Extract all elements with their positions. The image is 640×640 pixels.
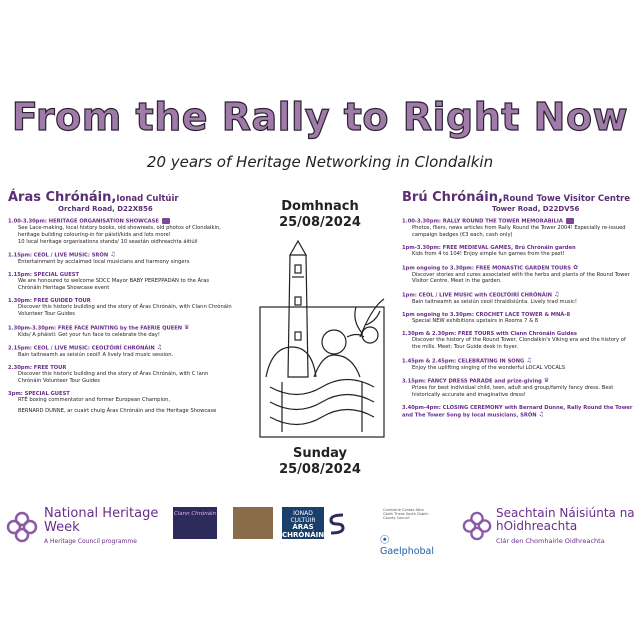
clann-chronain-logo: Clann Chrónáin xyxy=(173,507,217,539)
event-description: We are honoured to welcome SDCC Mayor BABY PEREPPADAN to the Áras Chrónáin Heritage Showcase event xyxy=(18,278,210,291)
left-event xyxy=(8,251,233,266)
event-description: Entertainment by acclaimed local musicians and harmony singers xyxy=(18,259,190,265)
event-description: Discover this historic building and the story of Áras Chrónáin, with C lann Chrónáin Volunteer Tour Guides xyxy=(18,371,209,384)
gaelphobal-logo xyxy=(380,532,440,557)
event-heading: 1.30pm: FREE GUIDED TOUR xyxy=(8,297,91,304)
stall-icon xyxy=(162,218,170,224)
event-description: See Lace-making, local history books, old showreels, old photos of Clondalkin, heritage building colouring-in for páistí/kids and lots more! xyxy=(18,225,221,238)
right-event xyxy=(402,245,634,258)
event-heading: 1.00-3.30pm: RALLY ROUND THE TOWER MEMORABILIA xyxy=(402,218,634,225)
right-venue-name: Brú Chrónáin, xyxy=(402,190,503,205)
left-venue-address: Orchard Road, D22X856 xyxy=(58,205,153,213)
page-title: From the Rally to Right Now xyxy=(11,95,629,139)
sna-name: Seachtain Náisiúnta na hOidhreachta xyxy=(496,506,635,534)
event-heading: 1.30pm & 2.30pm: FREE TOURS with Clann Chrónáin Guides xyxy=(402,330,577,337)
event-heading: 3.15pm: FANCY DRESS PARADE and prize-giving ♛ xyxy=(402,377,550,385)
event-heading: 1pm-3.30pm: FREE MEDIEVAL GAMES, Brú Chrónáin garden xyxy=(402,244,576,251)
event-heading: 2.15pm: CEOL / LIVE MUSIC: CEOLTÓIRÍ CHRÓNÁIN ♫ xyxy=(8,344,163,352)
event-heading: 1pm ongoing to 3.30pm: CROCHET LACE TOWER & MNÁ-8 xyxy=(402,311,571,318)
seachtain-naisiunta-logo xyxy=(462,507,637,552)
event-heading: 1.15pm: SPECIAL GUEST xyxy=(8,271,80,278)
event-heading: 1pm ongoing to 3.30pm: FREE MONASTIC GARDEN TOURS ✿ xyxy=(402,263,579,271)
right-event xyxy=(402,291,634,306)
right-event xyxy=(402,218,634,239)
event-description: RTÉ boxing commentator and former European Champion, xyxy=(18,397,171,404)
music-note-icon: ♫ xyxy=(553,291,560,298)
south-dublin-council-logo: Comhairle Contae Átha Cliath Theas South Dublin County Council xyxy=(383,508,429,521)
event-description: Discover the history of the Round Tower, Clondalkin's Viking era and the history of the mills. Meet: Tour Guide desk in foyer. xyxy=(412,337,626,350)
nhw-name: National Heritage Week xyxy=(44,506,159,536)
right-event xyxy=(402,264,634,285)
nhw-tagline: A Heritage Council programme xyxy=(44,538,137,545)
right-event xyxy=(402,312,634,325)
bottom-day: Sunday xyxy=(292,446,348,461)
event-description: Discover stories and cures associated with the herbs and plants of the Round Tower Visitor Centre. Meet in the garden. xyxy=(412,271,630,285)
heritage-flower-icon xyxy=(462,511,492,541)
right-event xyxy=(402,405,634,419)
event-description: Bain taitneamh as seisiún ceoil thraidisiúnta. Lively trad music! xyxy=(412,298,577,305)
heritage-photo-logo xyxy=(233,507,273,539)
event-description: Kids from 4 to 104! Enjoy simple fun games from the past! xyxy=(412,251,565,257)
music-note-icon: ♫ xyxy=(538,411,545,418)
left-venue-name: Áras Chrónáin, xyxy=(8,190,117,205)
top-day: Domhnach xyxy=(281,199,359,214)
bottom-date: 25/08/2024 xyxy=(279,462,361,478)
event-heading: 3pm: SPECIAL GUEST xyxy=(8,390,70,397)
left-venue-title xyxy=(8,190,233,205)
left-event xyxy=(8,324,233,339)
right-venue-subtitle: Round Towe Visitor Centre xyxy=(502,194,630,204)
event-heading: 1.45pm & 2.45pm: CELEBRATING IN SONG ♫ xyxy=(402,356,532,364)
right-venue-address: Tower Road, D22DV56 xyxy=(492,205,580,213)
round-tower-illustration xyxy=(252,237,392,442)
event-heading: 1.30pm-3.30pm: FREE FACE PAINTING by the FAERIE QUEEN ♛ xyxy=(8,323,190,331)
top-date: 25/08/2024 xyxy=(279,215,361,231)
stall-icon xyxy=(566,218,574,224)
s-shape-logo xyxy=(329,512,345,536)
event-description: Bain taitneamh as seisiún ceoil! A lively trad music session. xyxy=(18,352,174,358)
location-pin-icon: ⦿ xyxy=(380,535,390,546)
right-event xyxy=(402,377,634,398)
right-venue-column xyxy=(402,190,634,425)
top-date-block xyxy=(245,199,395,232)
music-note-icon: ♫ xyxy=(156,344,163,352)
right-venue-title xyxy=(402,190,634,205)
event-heading: 1.15pm: CEOL / LIVE MUSIC: SRÓN ♫ xyxy=(8,251,116,259)
left-event xyxy=(8,298,233,318)
event-description: 10 local heritage organisations stands/ 10 seastán oidhreachta áitiúil xyxy=(18,238,198,245)
sna-tagline: Clár den Chomhairle Oidhreachta xyxy=(496,537,605,545)
event-heading: 1pm: CEOL / LIVE MUSIC with CEOLTÓIRÍ CHRÓNÁIN ♫ xyxy=(402,291,560,299)
page-subtitle: 20 years of Heritage Networking in Clondalkin xyxy=(146,153,494,171)
heritage-flower-icon xyxy=(6,511,38,543)
aras-chronain-logo xyxy=(282,507,324,539)
music-note-icon: ♫ xyxy=(526,356,532,364)
left-event xyxy=(8,218,233,245)
right-event xyxy=(402,357,634,372)
event-heading: 2.30pm: FREE TOUR xyxy=(8,364,67,371)
event-description: Kids/ A pháistí: Get your fun face to celebrate the day! xyxy=(18,331,160,338)
event-heading: 3.40pm-4pm: CLOSING CEREMONY with Bernard Dunne, Rally Round the Tower and The Tower Song by local musicians, SRÓN ♫ xyxy=(402,404,633,419)
aras-big-text: ÁRAS CHRÓNÁIN xyxy=(282,523,325,539)
left-venue-column xyxy=(8,190,233,421)
left-event xyxy=(8,365,233,385)
flower-icon: ✿ xyxy=(573,263,579,271)
event-description: Photos, fliers, news articles from Rally Round the Tower 2004! Especially re-issued campaign badges (€3 each, cash only) xyxy=(412,225,626,238)
left-event xyxy=(8,344,233,359)
left-event xyxy=(8,391,233,415)
event-description: Prizes for best individual child, teen, adult and group/family fancy dress. Best historically accurate and imaginative dress! xyxy=(412,385,614,398)
event-description: Special NEW exhibitions upstairs in Rooms 7 & 8 xyxy=(412,318,539,324)
left-event xyxy=(8,272,233,292)
national-heritage-week-logo xyxy=(6,507,166,547)
event-description: Enjoy the uplifting singing of the wonderful LOCAL VOCALS xyxy=(412,364,566,371)
event-heading: 1.00-3.30pm: HERITAGE ORGANISATION SHOWCASE xyxy=(8,218,233,225)
aras-small-text: IONAD CULTÚIR xyxy=(290,510,316,524)
right-event xyxy=(402,331,634,351)
left-venue-subtitle: Ionad Cultúir xyxy=(116,194,179,204)
event-description: Discover this historic building and the story of Áras Chrónáin, with Clann Chrónáin Volunteer Tour Guides xyxy=(18,304,232,317)
gaelphobal-text: Gaelphobal xyxy=(380,546,435,557)
bottom-date-block xyxy=(245,446,395,479)
event-description: BERNARD DUNNE, ar cuairt chuig Áras Chrónáin and the Heritage Showcase xyxy=(18,408,217,414)
costume-icon: ♛ xyxy=(543,377,550,385)
music-note-icon: ♫ xyxy=(110,251,116,259)
crown-icon: ♛ xyxy=(184,323,190,331)
